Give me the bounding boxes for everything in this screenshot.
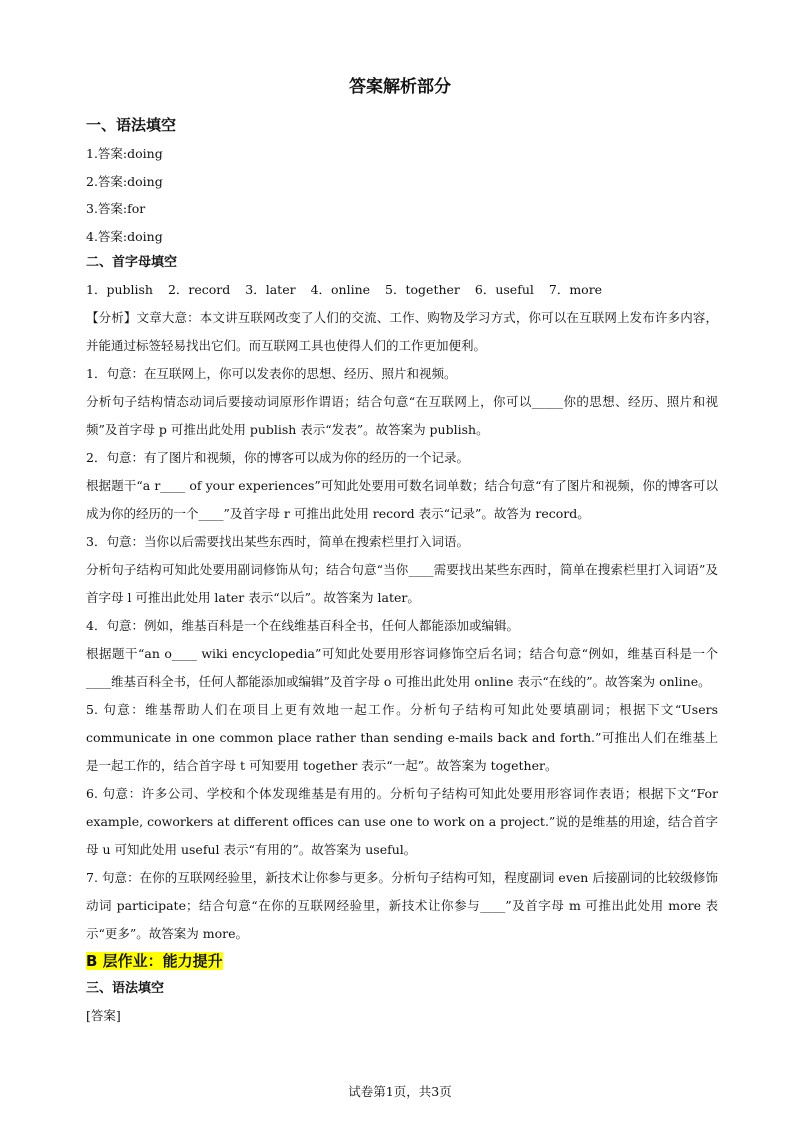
answer-line: 3.答案:for bbox=[86, 201, 146, 216]
explanation-paragraph: 7. 句意：在你的互联网经验里，新技术让你参与更多。分析句子结构可知，程度副词 even 后接副词的比较级修饰动词 participate；结合句意“在你的互联网经验里，新技术让你参与____”及首字母 m 可推出此处用 more 表示“更多”。故答案为 more。 bbox=[86, 869, 718, 941]
explanation-paragraph: 5. 句意：维基帮助人们在项目上更有效地一起工作。分析句子结构可知此处要填副词；根据下文“Users communicate in one common place rather than sending e-mails back and forth.”可推出人们在维基上是一起工作的，结合首字母 t 可知要用 together 表示“一起”。故答案为 together。 bbox=[86, 701, 718, 773]
answer-line: 1.答案:doing bbox=[86, 146, 163, 161]
answer-word: 4．online bbox=[310, 282, 371, 297]
document-body bbox=[86, 112, 718, 1029]
answer-word: 1．publish bbox=[86, 282, 153, 297]
section-heading-initial-letter: 二、首字母填空 bbox=[86, 255, 178, 270]
answer-line: 4.答案:doing bbox=[86, 228, 163, 244]
section-heading-grammar-3: 三、语法填空 bbox=[86, 980, 165, 996]
explanation-paragraph: 6. 句意：许多公司、学校和个体发现维基是有用的。分析句子结构可知此处要用形容词作表语；根据下文“For example, coworkers at different offices can use one to work on a project.”说的是维基的用途，结合首字母 u 可知此处用 useful 表示“有用的”。故答案为 useful。 bbox=[86, 785, 718, 857]
answer-word: 2．record bbox=[167, 282, 231, 297]
answer-word: 6．useful bbox=[474, 282, 534, 297]
section-heading-b-level bbox=[86, 948, 718, 974]
explanation-paragraph: 根据题干“an o____ wiki encyclopedia”可知此处要用形容词修饰空后名词；结合句意“例如，维基百科是一个____维基百科全书，任何人都能添加或编辑”及首字母 o 可推出此处用 online 表示“在线的”。故答案为 online。 bbox=[86, 645, 718, 689]
explanation-paragraph: 分析句子结构情态动词后要接动词原形作谓语；结合句意“在互联网上，你可以_____你的思想、经历、照片和视频”及首字母 p 可推出此处用 publish 表示“发表”。故答案为 publish。 bbox=[86, 393, 718, 437]
explanation-paragraph: 3．句意：当你以后需要找出某些东西时，简单在搜索栏里打入词语。 bbox=[86, 533, 469, 549]
page-footer: 试卷第1页，共3页 bbox=[348, 1084, 452, 1099]
answer-word: 5．together bbox=[385, 282, 460, 297]
explanation-paragraph: 1．句意：在互联网上，你可以发表你的思想、经历、照片和视频。 bbox=[86, 365, 457, 381]
answer-line: 2.答案:doing bbox=[86, 173, 163, 189]
explanation-paragraph: 2．句意：有了图片和视频，你的博客可以成为你的经历的一个记录。 bbox=[86, 449, 469, 465]
section-heading-grammar: 一、语法填空 bbox=[86, 116, 177, 134]
explanation-paragraph: 分析句子结构可知此处要用副词修饰从句；结合句意“当你____需要找出某些东西时，简单在搜索栏里打入词语”及首字母 l 可推出此处用 later 表示“以后”。故答案为 later。 bbox=[86, 561, 718, 605]
answer-word: 3．later bbox=[245, 282, 296, 297]
answer-word-list bbox=[86, 276, 718, 304]
highlighted-heading: B 层作业：能力提升 bbox=[86, 951, 223, 970]
page-title: 答案解析部分 bbox=[349, 77, 451, 97]
analysis-paragraph: 【分析】文章大意：本文讲互联网改变了人们的交流、工作、购物及学习方式，你可以在互联网上发布许多内容，并能通过标签轻易找出它们。而互联网工具也使得人们的工作更加便利。 bbox=[86, 309, 718, 353]
answer-word: 7．more bbox=[548, 282, 603, 297]
answer-label: [答案] bbox=[86, 1007, 121, 1023]
explanation-paragraph: 4．句意：例如，维基百科是一个在线维基百科全书，任何人都能添加或编辑。 bbox=[86, 617, 519, 633]
explanation-paragraph: 根据题干“a r____ of your experiences”可知此处要用可数名词单数；结合句意“有了图片和视频，你的博客可以成为你的经历的一个____”及首字母 r 可推出此处用 record 表示“记录”。故答为 record。 bbox=[86, 477, 718, 521]
